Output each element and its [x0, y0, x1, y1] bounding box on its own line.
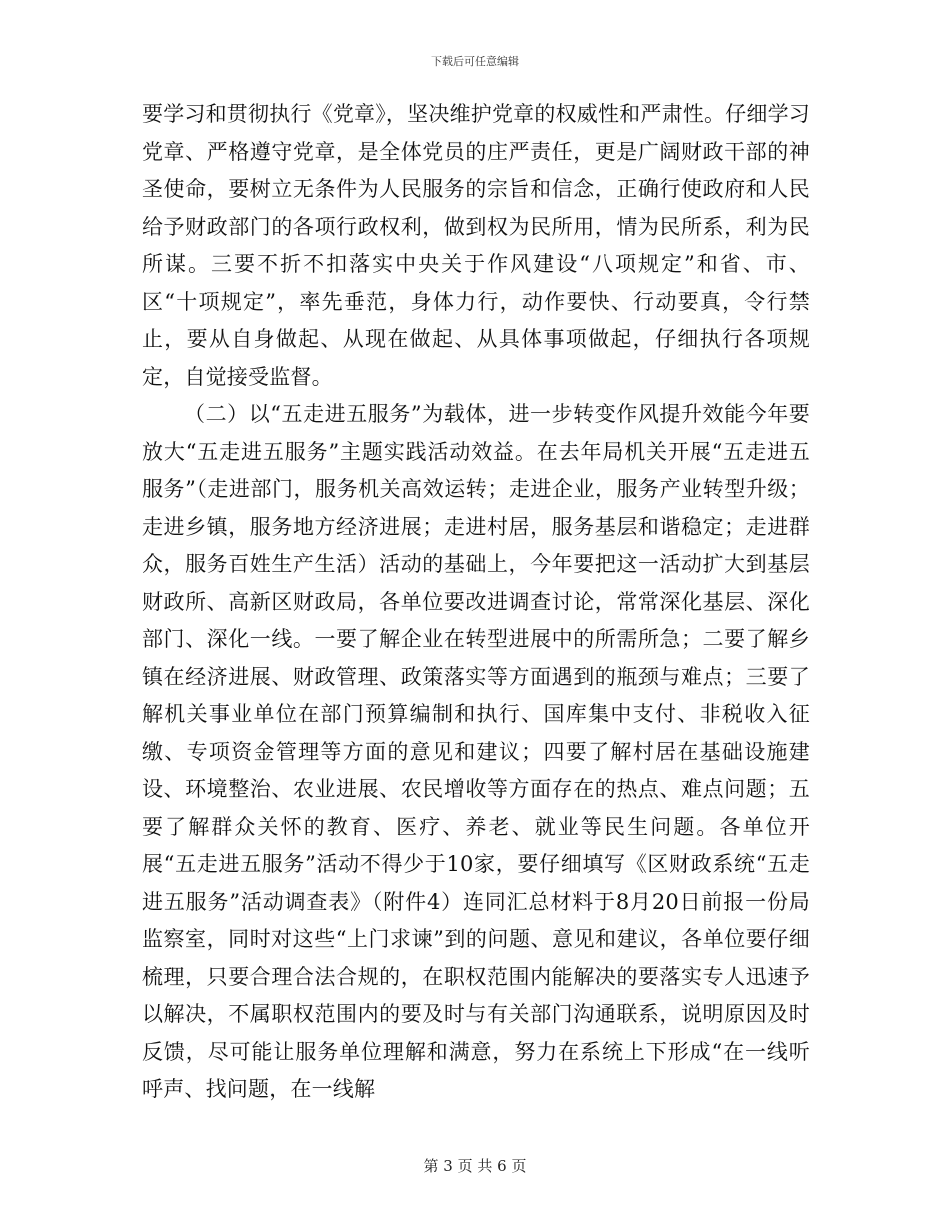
paragraph-1: 要学习和贯彻执行《党章》，坚决维护党章的权威性和严肃性。仔细学习党章、严格遵守党章，是全体党员的庄严责任，更是广阔财政干部的神圣使命，要树立无条件为人民服务的宗旨和信念，正确行使政府和人民给予财政部门的各项行政权利，做到权为民所用，情为民所系，利为民所谋。三要不折不扣落实中央关于作风建设“八项规定”和省、市、区“十项规定”，率先垂范，身体力行，动作要快、行动要真，令行禁止，要从自身做起、从现在做起、从具体事项做起，仔细执行各项规定，自觉接受监督。: [142, 102, 810, 389]
paragraph-2: （二）以“五走进五服务”为载体，进一步转变作风提升效能今年要放大“五走进五服务”主题实践活动效益。在去年局机关开展“五走进五服务”（走进部门，服务机关高效运转；走进企业，服务产业转型升级；走进乡镇，服务地方经济进展；走进村居，服务基层和谐稳定；走进群众，服务百姓生产生活）活动的基础上，今年要把这一活动扩大到基层财政所、高新区财政局，各单位要改进调查讨论，常常深化基层、深化部门、深化一线。一要了解企业在转型进展中的所需所急；二要了解乡镇在经济进展、财政管理、政策落实等方面遇到的瓶颈与难点；三要了解机关事业单位在部门预算编制和执行、国库集中支付、非税收入征缴、专项资金管理等方面的意见和建议；四要了解村居在基础设施建设、环境整治、农业进展、农民增收等方面存在的热点、难点问题；五要了解群众关怀的教育、医疗、养老、就业等民生问题。各单位开展“五走进五服务”活动不得少于10家，要仔细填写《区财政系统“五走进五服务”活动调查表》（附件4）连同汇总材料于8月20日前报一份局监察室，同时对这些“上门求谏”到的问题、意见和建议，各单位要仔细梳理，只要合理合法合规的，在职权范围内能解决的要落实专人迅速予以解决，不属职权范围内的要及时与有关部门沟通联系，说明原因及时反馈，尽可能让服务单位理解和满意，努力在系统上下形成“在一线听呼声、找问题，在一线解: [142, 402, 810, 1101]
page-number: 第 3 页 共 6 页: [423, 1157, 527, 1175]
document-body: [142, 96, 810, 1109]
page-header-note: 下载后可任意编辑: [431, 55, 519, 68]
